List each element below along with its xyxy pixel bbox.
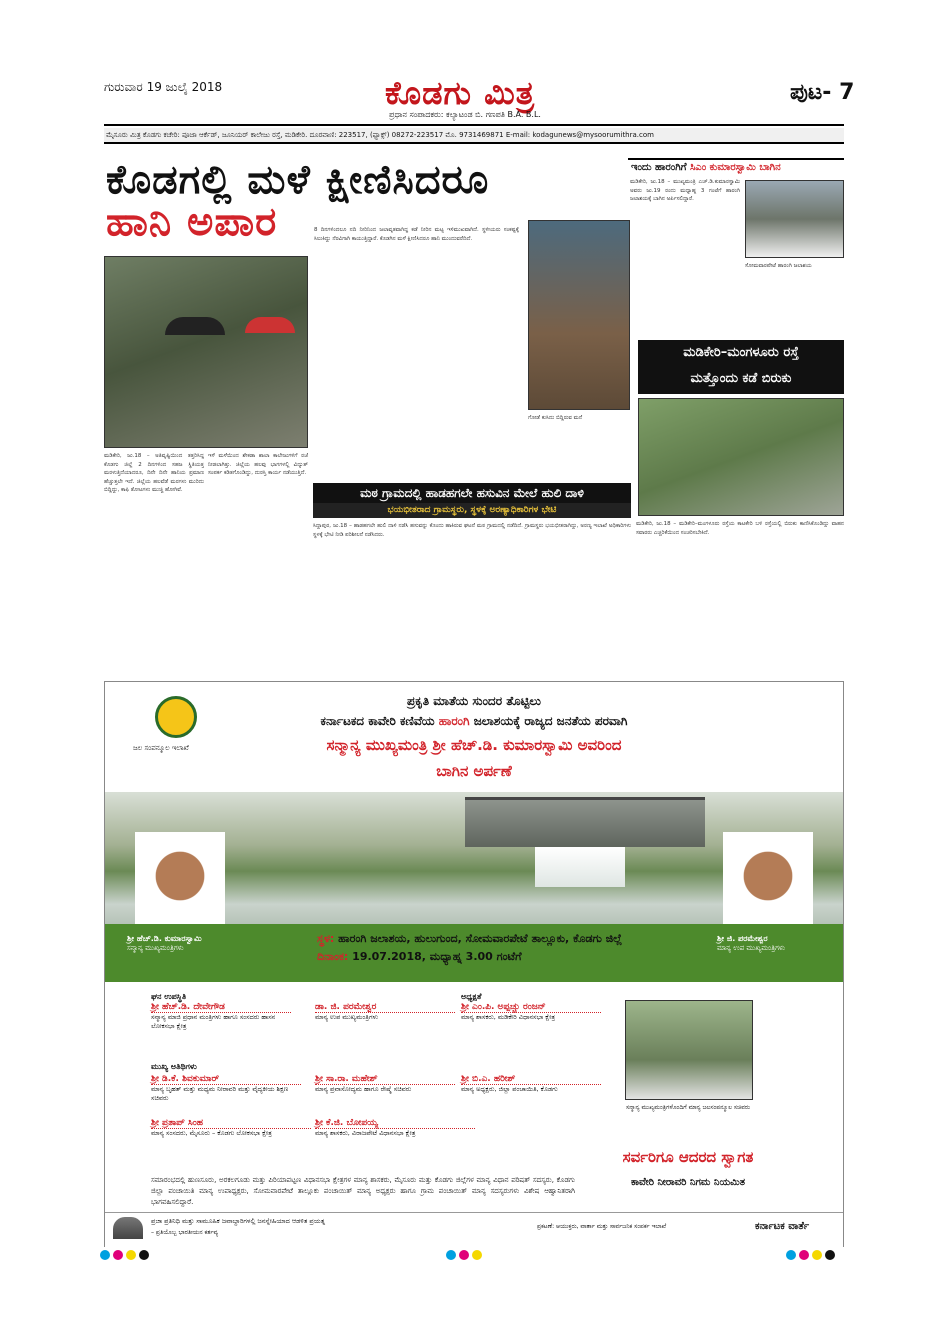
- lead-headline-line2: ಹಾನಿ ಅಪಾರ: [106, 199, 278, 245]
- footer-strip: [105, 1212, 843, 1242]
- publisher-credit: ಪ್ರಕಟಣೆ: ಆಯುಕ್ತರು, ವಾರ್ತಾ ಮತ್ತು ಸಾರ್ವಜನಿಕ ಸಂಪರ್ಕ ಇಲಾಖೆ: [537, 1223, 667, 1230]
- date-line: [317, 950, 522, 964]
- issue-date: ಗುರುವಾರ 19 ಜುಲೈ 2018: [104, 80, 223, 94]
- contact-bar: ಮೈಸೂರು ಮಿತ್ರ ಕೊಡಗು ಕಚೇರಿ: ಪೂಜಾ ಆರ್ಕೆಡ್, ಜೂನಿಯರ್ ಕಾಲೇಜು ರಸ್ತೆ, ಮಡಿಕೇರಿ. ದೂರವಾಣಿ: 223517, (ಫ್ಯಾಕ್ಸ್) 08272-223517 ಮೊ. 9731469871 E-mail: kodagunews@mysoorumithra.com: [104, 128, 844, 144]
- cyan-dot-icon: [446, 1250, 456, 1260]
- guest-name: ಡಾ. ಜಿ. ಪರಮೇಶ್ವರ: [315, 1002, 455, 1013]
- lead-column-3: 8 ದಿನಗಳಿಂದಲೂ ನದಿ ನೀರಿನಿಂದ ಜಲಾವೃತವಾಗಿದ್ದ ಕಡೆ ನೀರಿನ ಮಟ್ಟ ಇಳಿಮುಖವಾಗಿದೆ. ಸ್ಥಳೀಯರು ಸಂಕಷ್ಟಕ್ಕೆ ಸಿಲುಕಿದ್ದು ನೆರವಿಗಾಗಿ ಕಾಯುತ್ತಿದ್ದಾರೆ. ಕೊಡಗಿನ ಮಳೆ ಕ್ಷೀಣಿಸಿದರೂ ಹಾನಿ ಮುಂದುವರೆದಿದೆ.: [314, 227, 519, 242]
- guest-devegowda: [151, 1002, 291, 1031]
- left-caption-box: [125, 932, 235, 955]
- right-caption-box: [715, 932, 825, 955]
- department-name: ಜಲ ಸಂಪನ್ಮೂಲ ಇಲಾಖೆ: [133, 744, 189, 752]
- side-story-title: [628, 158, 844, 174]
- magenta-dot-icon: [113, 1250, 123, 1260]
- ministers-photo: [625, 1000, 753, 1100]
- guest-harish: [461, 1074, 601, 1094]
- date-label: ದಿನಾಂಕ:: [317, 950, 349, 963]
- invitees-paragraph: ಸಮಾರಂಭದಲ್ಲಿ ಹುಣಸೂರು, ಅರಕಲಗೂಡು ಮತ್ತು ಪಿರಿಯಾಪಟ್ಟಣ ವಿಧಾನಸಭಾ ಕ್ಷೇತ್ರಗಳ ಮಾನ್ಯ ಶಾಸಕರು, ಮೈಸೂರು ಮತ್ತು ಕೊಡಗು ಜಿಲ್ಲೆಗಳ ಮಾನ್ಯ ವಿಧಾನ ಪರಿಷತ್ ಸದಸ್ಯರು, ಕೊಡಗು ಜಿಲ್ಲಾ ಪಂಚಾಯಿತಿ ಮಾನ್ಯ ಉಪಾಧ್ಯಕ್ಷರು, ಸೋಮವಾರಪೇಟೆ ತಾಲ್ಲೂಕು ಪಂಚಾಯಿತ್ ಮಾನ್ಯ ಅಧ್ಯಕ್ಷರು ಹಾಗೂ ಗ್ರಾಮ ಪಂಚಾಯಿತ್ ಮಾನ್ಯ ಸದಸ್ಯರುಗಳು ವಿಶೇಷ ಆಹ್ವಾನಿತರಾಗಿ ಭಾಗವಹಿಸಲಿದ್ದಾರೆ.: [151, 1176, 575, 1206]
- guest-mahesh: [315, 1074, 455, 1094]
- dam-photo-caption: ಸೋಮವಾರಪೇಟೆ ಹಾರಂಗಿ ಜಲಾಶಯ: [745, 263, 812, 269]
- footer-quote-sub: – ಪ್ರತಿಯೊಬ್ಬ ಭಾರತೀಯನ ಕರ್ತವ್ಯ: [151, 1229, 219, 1236]
- ad-dedication-prefix: ಕರ್ನಾಟಕದ ಕಾವೇರಿ ಕಣಿವೆಯ: [320, 714, 435, 728]
- ad-dedication-highlight: ಹಾರಂಗಿ: [438, 714, 470, 728]
- ad-tagline: ಪ್ರಕೃತಿ ಮಾತೆಯ ಸುಂದರ ತೊಟ್ಟಿಲು: [406, 694, 542, 708]
- black-dot-icon: [825, 1250, 835, 1260]
- guest-desc: ಮಾನ್ಯ ಸಂಸದರು, ಮೈಸೂರು – ಕೊಡಗು ಲೋಕಸಭಾ ಕ್ಷೇತ್ರ: [151, 1129, 272, 1137]
- dcm-title: ಮಾನ್ಯ ಉಪ ಮುಖ್ಯಮಂತ್ರಿಗಳು: [717, 944, 785, 952]
- ad-chief-minister-line: ಸನ್ಮಾನ್ಯ ಮುಖ್ಯಮಂತ್ರಿ ಶ್ರೀ ಹೆಚ್.ಡಿ. ಕುಮಾರಸ್ವಾಮಿ ಅವರಿಂದ: [326, 736, 622, 754]
- venue-line: [317, 932, 622, 946]
- ministers-photo-caption: ಸನ್ಮಾನ್ಯ ಮುಖ್ಯಮಂತ್ರಿಗಳೊಂದಿಗೆ ಮಾನ್ಯ ಜಲಸಂಪನ್ಮೂಲ ಸಚಿವರು: [625, 1104, 751, 1111]
- guest-desc: ಮಾನ್ಯ ಪ್ರವಾಸೋದ್ಯಮ ಹಾಗೂ ರೇಷ್ಮೆ ಸಚಿವರು: [315, 1085, 412, 1093]
- venue-text: ಹಾರಂಗಿ ಜಲಾಶಯ, ಹುಲುಗುಂದ, ಸೋಮವಾರಪೇಟೆ ತಾಲ್ಲೂಕು, ಕೊಡಗು ಜಿಲ್ಲೆ: [338, 932, 623, 945]
- venue-label: ಸ್ಥಳ:: [317, 932, 335, 945]
- page-number: ಪುಟ- 7: [790, 80, 855, 105]
- dam-wall: [465, 797, 705, 847]
- footer-quote: ಪ್ರಜಾ ಪ್ರತಿನಿಧಿ ಮತ್ತು ಸಾಮೂಹಿಕ ಜವಾಬ್ದಾರಿಗಳಲ್ಲಿ ಜನಸ್ನೇಹಿಯಾದ ಆಡಳಿತ ಪ್ರಯತ್ನ: [151, 1217, 326, 1225]
- guest-bopaiah: [315, 1118, 475, 1138]
- karnataka-varthe-logo: ಕರ್ನಾಟಕ ವಾರ್ತೆ: [755, 1221, 810, 1232]
- photo-caption: ಗೋಡೆ ಕುಸಿದು ಬಿದ್ದಿರುವ ಮನೆ: [528, 415, 583, 421]
- dam-gates-photo: [745, 180, 844, 258]
- magenta-dot-icon: [799, 1250, 809, 1260]
- dam-spillway: [535, 847, 625, 887]
- cyan-dot-icon: [786, 1250, 796, 1260]
- guest-name: ಶ್ರೀ ಪ್ರತಾಪ್ ಸಿಂಹ: [151, 1118, 311, 1129]
- side-title-highlight: ಸಿಎಂ ಕುಮಾರಸ್ವಾಮಿ ಬಾಗಿನ: [690, 162, 781, 173]
- yellow-dot-icon: [812, 1250, 822, 1260]
- guest-desc: ಮಾನ್ಯ ಉಪ ಮುಖ್ಯಮಂತ್ರಿಗಳು: [315, 1013, 379, 1021]
- section-chair: ಅಧ್ಯಕ್ಷತೆ: [461, 992, 482, 1001]
- registration-marks-center: [446, 1250, 482, 1260]
- dcm-name: ಶ್ರೀ ಜಿ. ಪರಮೇಶ್ವರ: [717, 934, 768, 943]
- road-title-line2: ಮತ್ತೊಂದು ಕಡೆ ಬಿರುಕು: [690, 371, 792, 386]
- newspaper-title: ಕೊಡಗು ಮಿತ್ರ: [385, 74, 536, 112]
- welcome-message: ಸರ್ವರಿಗೂ ಆದರದ ಸ್ವಾಗತ: [622, 1148, 754, 1166]
- editor-line: ಪ್ರಧಾನ ಸಂಪಾದಕರು: ಕಲ್ಯಾಟಂಡ ಬಿ. ಗಣಪತಿ B.A. B.L.: [389, 110, 541, 119]
- road-title-line1: ಮಡಿಕೇರಿ–ಮಂಗಳೂರು ರಸ್ತೆ: [683, 345, 799, 360]
- side-title-prefix: ಇಂದು ಹಾರಂಗಿಗೆ: [631, 162, 687, 173]
- section-guests: ಮುಖ್ಯ ಅತಿಥಿಗಳು: [151, 1062, 197, 1071]
- guest-desc: ಮಾನ್ಯ ಬೃಹತ್ ಮತ್ತು ಮಧ್ಯಮ ನೀರಾವರಿ ಮತ್ತು ವೈದ್ಯಕೀಯ ಶಿಕ್ಷಣ ಸಚಿವರು: [151, 1085, 289, 1102]
- side-story-body: ಮಡಿಕೇರಿ, ಜು.18 – ಮುಖ್ಯಮಂತ್ರಿ ಎಚ್.ಡಿ.ಕುಮಾರಸ್ವಾಮಿ ಅವರು ಜು.19 ರಂದು ಮಧ್ಯಾಹ್ನ 3 ಗಂಟೆಗೆ ಹಾರಂಗಿ ಜಲಾಶಯಕ್ಕೆ ಬಾಗಿನ ಅರ್ಪಿಸಲಿದ್ದಾರೆ.: [630, 179, 740, 202]
- cm-title: ಸನ್ಮಾನ್ಯ ಮುಖ್ಯಮಂತ್ರಿಗಳು: [127, 944, 184, 952]
- tiger-attack-subheadline: ಭಯಭೀತರಾದ ಗ್ರಾಮಸ್ಥರು, ಸ್ಥಳಕ್ಕೆ ಅರಣ್ಯಾಧಿಕಾರಿಗಳ ಭೇಟಿ: [313, 503, 631, 518]
- lead-column-2: ಇಳೆ ಮಳೆಯಿಂದ ಶೇಕಡಾ ಶಾಲಾ ಕಾಲೇಜುಗಳಿಗೆ ರಜೆ ನೀಡಲಾಗಿತ್ತು. ಜಿಲ್ಲೆಯ ಹಲವು ಭಾಗಗಳಲ್ಲಿ ವಿದ್ಯುತ್ ಸಂಪರ್ಕ ಕಡಿತಗೊಂಡಿದ್ದು, ದುರಸ್ತಿ ಕಾರ್ಯ ನಡೆಯುತ್ತಿದೆ.: [208, 453, 308, 476]
- road-story-body: ಮಡಿಕೇರಿ, ಜು.18 – ಮಡಿಕೇರಿ–ಮಂಗಳೂರು ರಸ್ತೆಯ ಕಾಟಕೇರಿ ಬಳಿ ರಸ್ತೆಯಲ್ಲಿ ಬಿರುಕು ಕಾಣಿಸಿಕೊಂಡಿದ್ದು ವಾಹನ ಸವಾರರು ಎಚ್ಚರಿಕೆಯಿಂದ ಸಂಚರಿಸಬೇಕಿದೆ.: [636, 521, 844, 536]
- yellow-dot-icon: [472, 1250, 482, 1260]
- nigam-name: ಕಾವೇರಿ ನೀರಾವರಿ ನಿಗಮ ನಿಯಮಿತ: [630, 1177, 746, 1188]
- lead-headline-line1: ಕೊಡಗಲ್ಲಿ ಮಳೆ ಕ್ಷೀಣಿಸಿದರೂ: [106, 157, 490, 203]
- guest-desc: ಸನ್ಮಾನ್ಯ ಮಾಜಿ ಪ್ರಧಾನ ಮಂತ್ರಿಗಳು ಹಾಗೂ ಸಂಸದರು ಹಾಸನ ಲೋಕಸಭಾ ಕ್ಷೇತ್ರ: [151, 1013, 276, 1030]
- guest-desc: ಮಾನ್ಯ ಅಧ್ಯಕ್ಷರು, ಜಿಲ್ಲಾ ಪಂಚಾಯಿತಿ, ಕೊಡಗು: [461, 1085, 558, 1093]
- guest-name: ಶ್ರೀ ಸಾ.ರಾ. ಮಹೇಶ್: [315, 1074, 455, 1085]
- ad-dedication: [105, 714, 843, 729]
- registration-marks-right: [786, 1250, 835, 1260]
- umbrella-icon: [245, 317, 295, 333]
- road-crack-photo: [638, 398, 844, 516]
- guest-name: ಶ್ರೀ ಕೆ.ಜಿ. ಬೋಪಯ್ಯ: [315, 1118, 475, 1129]
- guest-parameshwara: [315, 1002, 455, 1022]
- guest-appachu-ranjan: [461, 1002, 601, 1022]
- ad-guest-list: [105, 982, 843, 1248]
- damaged-house-photo: [528, 220, 630, 410]
- magenta-dot-icon: [459, 1250, 469, 1260]
- tiger-attack-body: ಸಿದ್ದಾಪುರ, ಜು.18 – ಹಾಡಹಗಲೇ ಹುಲಿ ದಾಳಿ ನಡೆಸಿ ಹಸುವನ್ನು ಕೊಂದು ಹಾಕಿರುವ ಘಟನೆ ಮಠ ಗ್ರಾಮದಲ್ಲಿ ನಡೆದಿದೆ. ಗ್ರಾಮಸ್ಥರು ಭಯಭೀತರಾಗಿದ್ದು, ಅರಣ್ಯ ಇಲಾಖೆ ಅಧಿಕಾರಿಗಳು ಸ್ಥಳಕ್ಕೆ ಭೇಟಿ ನೀಡಿ ಪರಿಶೀಲನೆ ನಡೆಸಿದರು.: [313, 523, 631, 538]
- black-dot-icon: [139, 1250, 149, 1260]
- baagina-advertisement: [104, 681, 844, 1247]
- umbrella-icon: [165, 317, 225, 335]
- guest-name: ಶ್ರೀ ಬಿ.ಎ. ಹರೀಶ್: [461, 1074, 601, 1085]
- guest-name: ಶ್ರೀ ಹೆಚ್.ಡಿ. ದೇವೇಗೌಡ: [151, 1002, 291, 1013]
- registration-marks-left: [100, 1250, 149, 1260]
- tiger-attack-headline: ಮಠ ಗ್ರಾಮದಲ್ಲಿ ಹಾಡಹಗಲೇ ಹಸುವಿನ ಮೇಲೆ ಹುಲಿ ದಾಳಿ: [313, 483, 631, 503]
- guest-shivakumar: [151, 1074, 301, 1103]
- cyan-dot-icon: [100, 1250, 110, 1260]
- lead-column-1: ಮಡಿಕೇರಿ, ಜು.18 – ಅತಿವೃಷ್ಟಿಯಿಂದ ತತ್ತರಿಸಿದ್ದ ಕೊಡಗು ಜಿಲ್ಲೆ 2 ದಿನಗಳಿಂದ ಸಹಜ ಸ್ಥಿತಿಯತ್ತ ಮರಳುತ್ತಿದೆಯಾದರೂ, ದಿನೇ ದಿನೇ ಹಾನಿಯ ಪ್ರಮಾಣ ಹೆಚ್ಚುತ್ತಲೇ ಇದೆ. ಜಿಲ್ಲೆಯ ಹಲವೆಡೆ ಮರಗಳು ಮುರಿದು ಬಿದ್ದಿದ್ದು, ಕಾಫಿ ತೋಟಗಳು ಮುಚ್ಚಿ ಹೋಗಿವೆ.: [104, 453, 204, 493]
- date-text: 19.07.2018, ಮಧ್ಯಾಹ್ನ 3.00 ಗಂಟೆಗೆ: [352, 950, 522, 963]
- section-presence: ಘನ ಉಪಸ್ಥಿತಿ: [151, 992, 187, 1001]
- guest-name: ಶ್ರೀ ಡಿ.ಕೆ. ಶಿವಕುಮಾರ್: [151, 1074, 301, 1085]
- rain-photo: [104, 256, 308, 448]
- yellow-dot-icon: [126, 1250, 136, 1260]
- guest-desc: ಮಾನ್ಯ ಶಾಸಕರು, ಮಡಿಕೇರಿ ವಿಧಾನಸಭಾ ಕ್ಷೇತ್ರ: [461, 1013, 556, 1021]
- parliament-icon: [113, 1217, 143, 1239]
- cm-name: ಶ್ರೀ ಹೆಚ್.ಡಿ. ಕುಮಾರಸ್ವಾಮಿ: [127, 934, 202, 943]
- guest-name: ಶ್ರೀ ಎಂ.ಪಿ. ಅಪ್ಪಚ್ಚು ರಂಜನ್: [461, 1002, 601, 1013]
- guest-prathap-simha: [151, 1118, 311, 1138]
- road-crack-headline: [638, 340, 844, 394]
- masthead-rule: [104, 124, 844, 126]
- ad-event-title: ಬಾಗಿನ ಅರ್ಪಣೆ: [436, 762, 512, 780]
- guest-desc: ಮಾನ್ಯ ಶಾಸಕರು, ವಿರಾಜಪೇಟೆ ವಿಧಾನಸಭಾ ಕ್ಷೇತ್ರ: [315, 1129, 416, 1137]
- ad-dedication-suffix: ಜಲಾಶಯಕ್ಕೆ ರಾಜ್ಯದ ಜನತೆಯ ಪರವಾಗಿ: [473, 714, 628, 728]
